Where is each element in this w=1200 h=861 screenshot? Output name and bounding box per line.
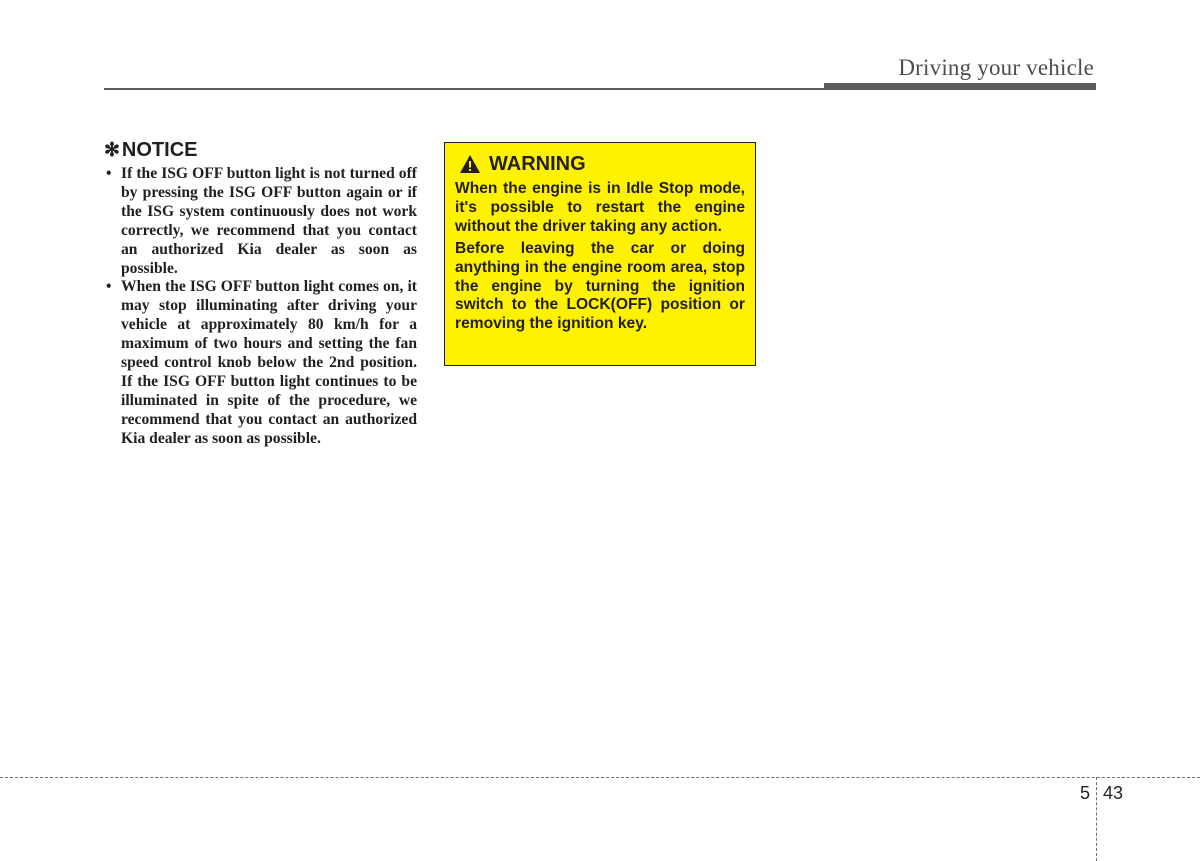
notice-item bbox=[104, 278, 417, 448]
warning-heading-text: WARNING bbox=[489, 153, 586, 175]
warning-box bbox=[444, 142, 756, 366]
notice-section bbox=[104, 139, 417, 449]
warning-heading bbox=[455, 153, 745, 175]
warning-paragraph: When the engine is in Idle Stop mode, it's possible to restart the engine without the driver taking any action. bbox=[455, 180, 745, 235]
header-rule bbox=[104, 88, 826, 90]
page-number: 43 bbox=[1103, 783, 1124, 803]
notice-item-text: If the ISG OFF button light is not turned off by pressing the ISG OFF button again or if the ISG system continuously does not work correctly, we recommend that you contact an authorized Kia dealer as soon as possible. bbox=[121, 165, 417, 277]
bullet-icon: • bbox=[106, 278, 112, 296]
bullet-icon: • bbox=[106, 165, 112, 182]
notice-heading bbox=[104, 139, 417, 162]
warning-triangle-icon bbox=[459, 154, 481, 174]
footer-vertical-dashed-rule bbox=[1096, 777, 1097, 861]
header-rule-accent bbox=[824, 83, 1096, 90]
asterisk-icon: ✻ bbox=[104, 140, 120, 161]
page-header-title: Driving your vehicle bbox=[898, 55, 1094, 80]
chapter-number: 5 bbox=[1080, 783, 1091, 803]
notice-item-text: When the ISG OFF button light comes on, it may stop illuminating after driving your vehicle at approximately 80 km/h for a maximum of two hours and setting the fan speed control knob below the 2nd position. If the ISG OFF button light continues to be illuminated in spite of the procedure, we recommend that you contact an authorized Kia dealer as soon as possible. bbox=[121, 278, 417, 447]
warning-paragraph: Before leaving the car or doing anything in the engine room area, stop the engine by turning the ignition switch to the LOCK(OFF) position or removing the ignition key. bbox=[455, 239, 745, 333]
notice-item bbox=[104, 165, 417, 278]
notice-heading-text: NOTICE bbox=[121, 139, 198, 161]
notice-list bbox=[104, 165, 417, 449]
footer-dashed-rule bbox=[0, 777, 1200, 778]
